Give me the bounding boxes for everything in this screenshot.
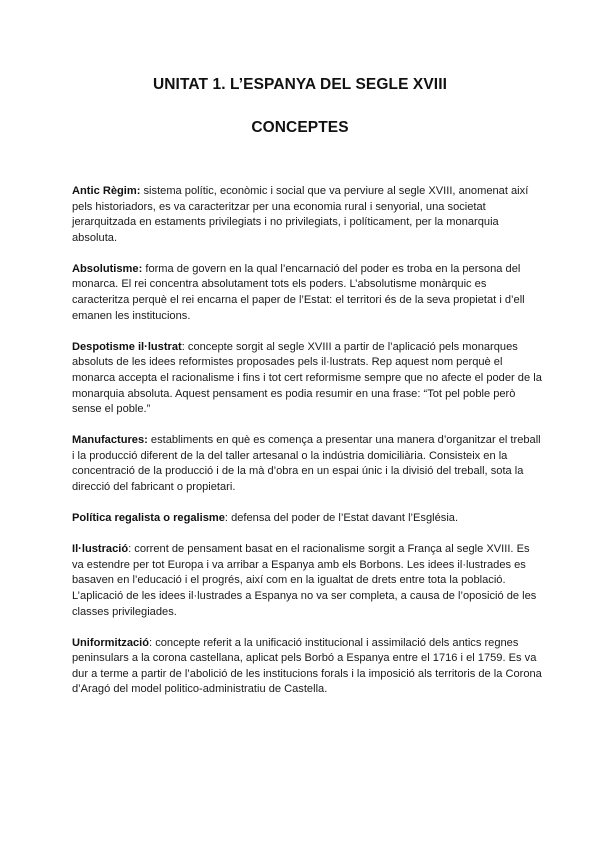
concept-definition: : defensa del poder de l’Estat davant l’Església. <box>224 512 459 525</box>
concept-list <box>72 184 542 714</box>
concept-entry-illustracio <box>72 542 542 620</box>
concept-entry-uniformitzacio <box>72 636 542 698</box>
concept-entry-absolutisme <box>72 262 542 324</box>
concept-term: Despotisme il·lustrat <box>72 340 182 353</box>
concept-term: Uniformització <box>72 636 150 649</box>
concept-entry-antic-regim <box>72 184 542 246</box>
concept-term: Absolutisme: <box>72 262 143 275</box>
concept-definition: forma de govern en la qual l’encarnació del poder es troba en la persona del monarca. El rei concentra absolutament tots els poders. L’absolutisme monàrquic es caracteritza perquè el rei encarna el paper de l’Estat: el territori és de la seva propietat i d’ell emanen les institucions. <box>72 262 525 322</box>
concept-definition: : concepte sorgit al segle XVIII a partir de l’aplicació pels monarques absoluts de les idees reformistes proposades pels il·lustrats. Rep aquest nom perquè el monarca accepta el racionalisme i fins i tot cert reformisme sempre que no afecte el poder de la monarquia absoluta. Aquest pensament es podia resumir en una frase: “Tot pel poble però sense el poble.” <box>72 340 542 416</box>
concept-definition: sistema polític, econòmic i social que va perviure al segle XVIII, anomenat així pels historiadors, es va caracteritzar per una economia rural i senyorial, una societat jerarquitzada en estaments privilegiats i no privilegiats, i políticament, per la monarquia absoluta. <box>72 185 529 244</box>
concept-definition: : corrent de pensament basat en el racionalisme sorgit a França al segle XVIII. Es va estendre per tot Europa i va arribar a Espanya amb els Borbons. Les idees il·lustrades es basaven en l’educació i el progrés, així com en la igualtat de drets entre tota la població. L’aplicació de les idees il·lustrades a Espanya no va ser completa, a causa de l’oposició de les classes privilegiades. <box>72 543 537 618</box>
section-heading: CONCEPTES <box>251 119 349 136</box>
concept-definition: : concepte referit a la unificació institucional i assimilació dels antics regnes peninsulars a la corona castellana, aplicat pels Borbó a Espanya entre el 1716 i el 1759. Es va dur a terme a partir de l’abolició de les institucions forals i la imposició als territoris de la Corona d’Aragó del model politico-administratiu de Castella. <box>72 636 542 696</box>
concept-term: Il·lustració <box>72 543 129 556</box>
concept-term: Manufactures: <box>72 434 148 447</box>
concept-term: Política regalista o regalisme <box>72 512 225 525</box>
concept-entry-despotisme <box>72 340 542 418</box>
concept-term: Antic Règim: <box>72 185 141 197</box>
concept-entry-regalisme <box>72 511 542 527</box>
concept-entry-manufactures <box>72 433 542 495</box>
concept-definition: establiments en què es comença a presentar una manera d’organitzar el treball i la producció diferent de la del taller artesanal o la indústria domiciliària. Consisteix en la concentració de la producció i de la mà d’obra en un espai únic i la divisió del treball, sota la direcció del fabricant o propietari. <box>72 434 541 493</box>
page-title: UNITAT 1. L’ESPANYA DEL SEGLE XVIII <box>152 76 448 93</box>
